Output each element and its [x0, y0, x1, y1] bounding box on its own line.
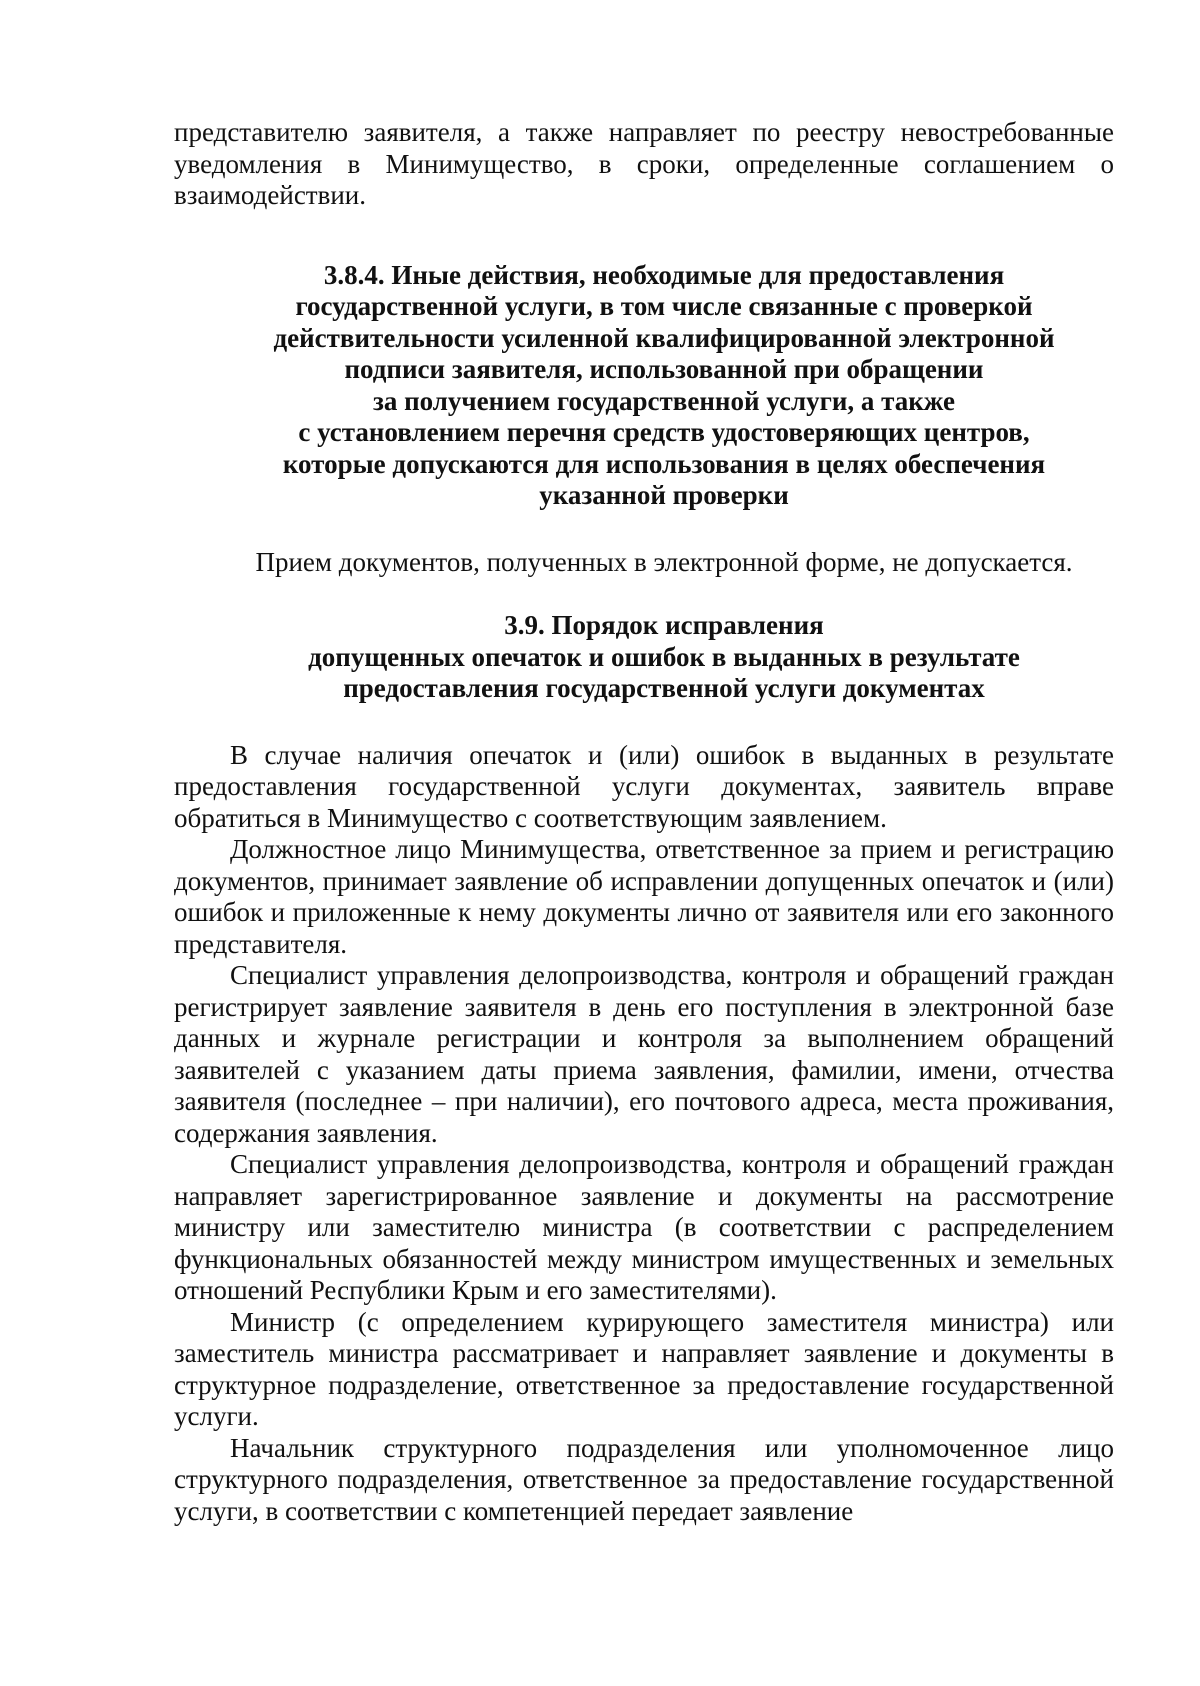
heading-line: 3.8.4. Иные действия, необходимые для предоставления — [323, 259, 1005, 290]
paragraph: Специалист управления делопроизводства, контроля и обращений граждан направляет зарегистрированное заявление и документы на рассмотрение министру или заместителю министра (в соответствии с распределением функциональных обязанностей между министром имущественных и земельных отношений Республики Крым и его заместителями). — [174, 1149, 1114, 1305]
heading-line: которые допускаются для использования в целях обеспечения — [282, 448, 1046, 479]
heading-line: с установлением перечня средств удостоверяющих центров, — [298, 417, 1030, 447]
heading-line: допущенных опечаток и ошибок в выданных в результате — [308, 641, 1020, 672]
heading-line: указанной проверки — [539, 480, 789, 510]
heading-line: за получением государственной услуги, а также — [372, 385, 956, 416]
heading-line: предоставления государственной услуги документах — [343, 673, 985, 703]
document-body — [174, 117, 1114, 1527]
intro-paragraph: представителю заявителя, а также направляет по реестру невостребованные уведомления в Минимущество, в сроки, определенные соглашением о взаимодействии. — [174, 117, 1114, 210]
heading-line: 3.9. Порядок исправления — [504, 610, 824, 640]
paragraph: Начальник структурного подразделения или уполномоченное лицо структурного подразделения, ответственное за предоставление государственной услуги, в соответствии с компетенцией передает заявление — [174, 1432, 1114, 1526]
section-3-8-4-text: Прием документов, полученных в электронной форме, не допускается. — [255, 546, 1073, 577]
section-heading-3-9 — [174, 610, 1114, 705]
paragraph: В случае наличия опечаток и (или) ошибок в выданных в результате предоставления государственной услуги документах, заявитель вправе обратиться в Минимущество с соответствующим заявлением. — [174, 739, 1114, 833]
heading-line: действительности усиленной квалифицированной электронной — [273, 322, 1055, 353]
heading-line: государственной услуги, в том числе связанные с проверкой — [295, 291, 1033, 321]
paragraph: Специалист управления делопроизводства, контроля и обращений граждан регистрирует заявление заявителя в день его поступления в электронной базе данных и журнале регистрации и контроля за выполнением обращений заявителей с указанием даты приема заявления, фамилии, имени, отчества заявителя (последнее – при наличии), его почтового адреса, места проживания, содержания заявления. — [174, 960, 1114, 1148]
heading-line: подписи заявителя, использованной при обращении — [344, 354, 984, 384]
section-heading-3-8-4 — [174, 260, 1114, 512]
paragraph: Министр (с определением курирующего заместителя министра) или заместитель министра рассматривает и направляет заявление и документы в структурное подразделение, ответственное за предоставление государственной услуги. — [174, 1306, 1114, 1431]
paragraph: Должностное лицо Минимущества, ответственное за прием и регистрацию документов, принимает заявление об исправлении допущенных опечаток и (или) ошибок и приложенные к нему документы лично от заявителя или его законного представителя. — [174, 834, 1114, 959]
